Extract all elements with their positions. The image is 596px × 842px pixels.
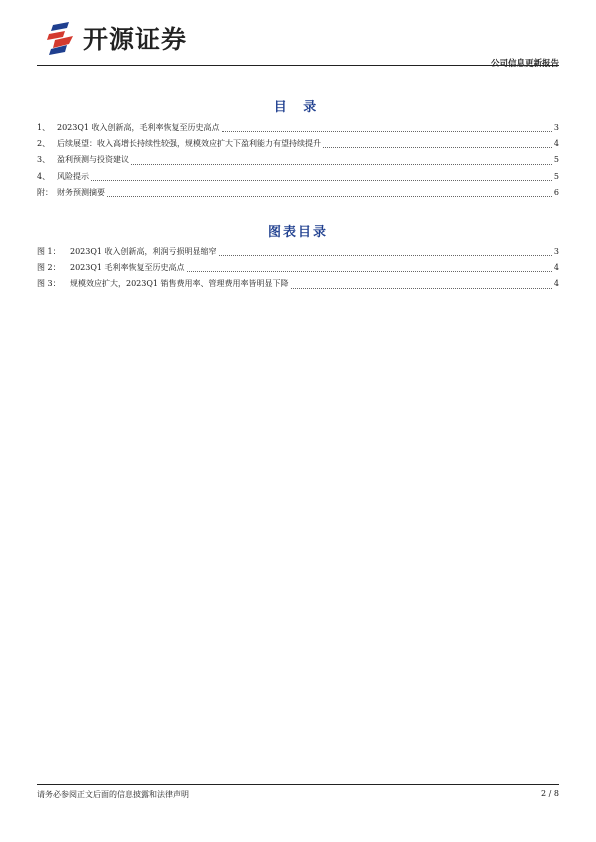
brand-logo [47, 20, 187, 56]
figures-title: 图表目录 [267, 225, 328, 240]
dot-leader [222, 131, 552, 132]
figure-entry-number: 图 3： [37, 279, 61, 289]
header-divider [37, 65, 559, 66]
footer-disclaimer: 请务必参阅正文后面的信息披露和法律声明 [37, 790, 189, 799]
report-type: 公司信息更新报告 [490, 59, 559, 69]
dot-leader [131, 164, 552, 165]
dot-leader [291, 288, 552, 289]
figure-entry-page: 4 [553, 263, 559, 273]
toc-entry-page: 4 [553, 139, 559, 149]
figure-entry[interactable] [37, 246, 559, 262]
toc-entry-number: 4、 [37, 171, 51, 181]
page-indicator: 2 / 8 [541, 789, 559, 798]
figure-entry[interactable] [37, 278, 559, 294]
toc-title: 目 录 [273, 100, 323, 115]
figure-entry[interactable] [37, 262, 559, 278]
figure-entry-number: 图 1： [37, 247, 61, 256]
figure-entry-number: 图 2： [37, 263, 61, 273]
toc-entry-page: 6 [553, 187, 559, 197]
dot-leader [187, 271, 552, 272]
dot-leader [91, 180, 552, 181]
toc-entry-label[interactable]: 盈利预测与投资建议 [57, 155, 129, 165]
brand-name: 开源证券 [83, 25, 188, 54]
toc-entry-label[interactable]: 财务预测摘要 [57, 187, 105, 197]
toc-entry-number: 2、 [37, 139, 51, 149]
toc-entry-label[interactable]: 后续展望：收入高增长持续性较强，规模效应扩大下盈利能力有望持续提升 [57, 139, 321, 149]
toc-entry-page: 3 [553, 123, 559, 132]
figure-entry-label[interactable]: 2023Q1 收入创新高，利润亏损明显缩窄 [70, 247, 217, 256]
brand-logo-icon [47, 21, 77, 55]
toc-entry-number: 1、 [37, 123, 51, 132]
toc-entry-label[interactable]: 2023Q1 收入创新高，毛利率恢复至历史高点 [57, 123, 220, 132]
toc-entry[interactable] [37, 154, 559, 170]
footer-divider [37, 784, 559, 785]
toc-entry[interactable] [37, 122, 559, 138]
page-header [37, 14, 559, 69]
toc-entry[interactable] [37, 171, 559, 187]
toc-entry-page: 5 [553, 171, 559, 181]
figure-entry-page: 4 [553, 279, 559, 289]
toc-entry[interactable] [37, 138, 559, 154]
dot-leader [107, 196, 552, 197]
toc-list [37, 122, 559, 203]
figures-list [37, 246, 559, 295]
figure-entry-label[interactable]: 2023Q1 毛利率恢复至历史高点 [70, 263, 185, 273]
dot-leader [323, 147, 552, 148]
toc-entry[interactable] [37, 187, 559, 203]
toc-entry-label[interactable]: 风险提示 [57, 171, 89, 181]
figure-entry-label[interactable]: 规模效应扩大，2023Q1 销售费用率、管理费用率皆明显下降 [70, 279, 289, 289]
figure-entry-page: 3 [553, 247, 559, 256]
toc-entry-number: 3、 [37, 155, 51, 165]
toc-entry-page: 5 [553, 155, 559, 165]
dot-leader [219, 255, 552, 256]
toc-entry-number: 附： [37, 187, 53, 197]
